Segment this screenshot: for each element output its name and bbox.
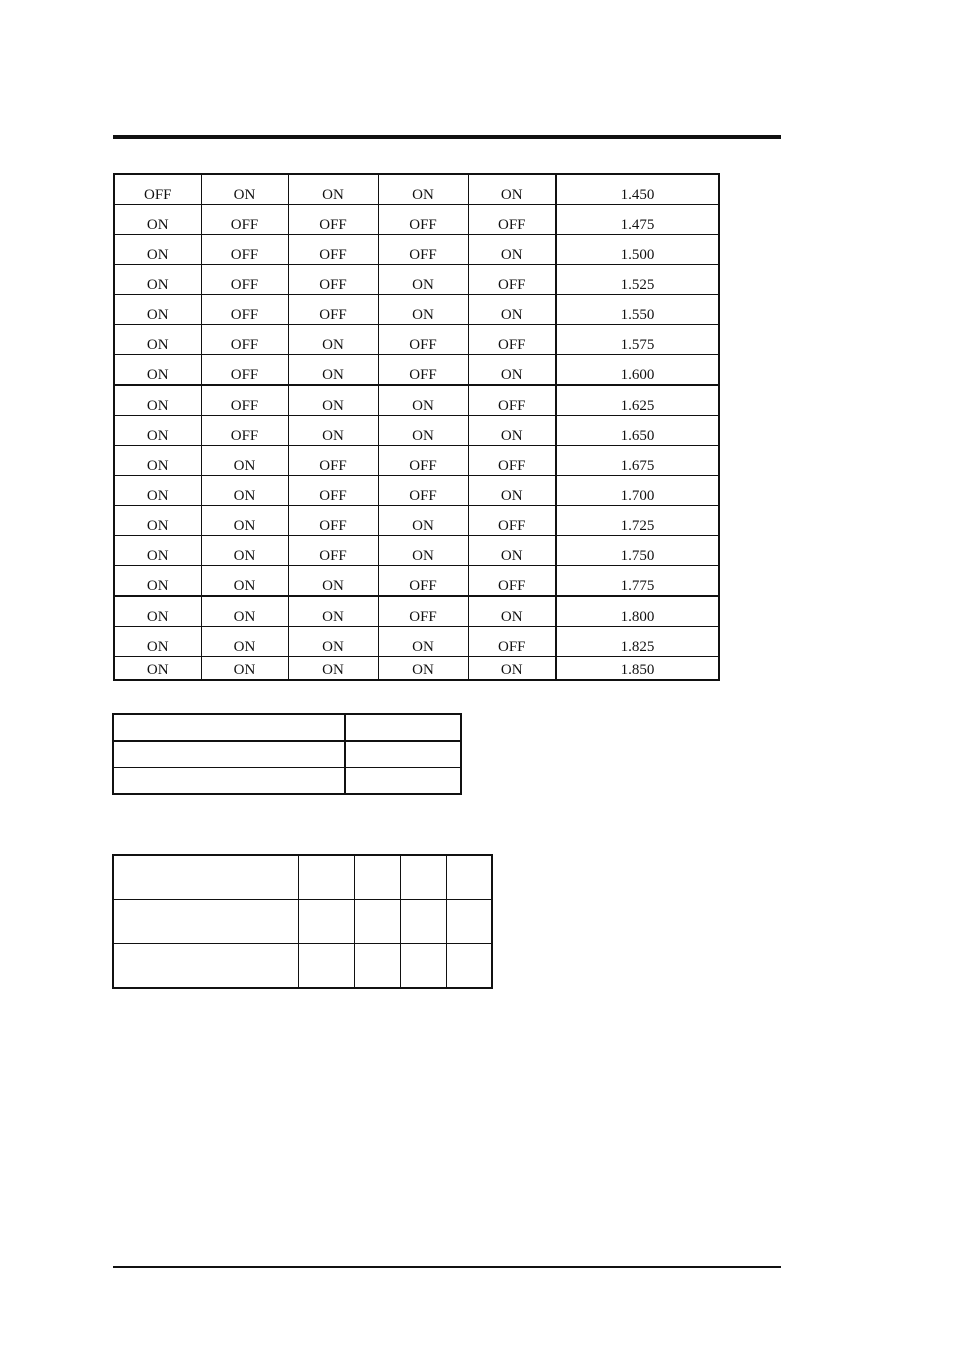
table-row: [114, 476, 719, 506]
switch-state-cell: ON: [468, 536, 556, 566]
voltage-value-cell: 1.650: [556, 416, 719, 446]
table-cell: [298, 900, 354, 944]
switch-state-cell: OFF: [378, 566, 468, 597]
table-cell: [354, 900, 400, 944]
switch-state-cell: OFF: [288, 446, 378, 476]
table-row: [114, 506, 719, 536]
voltage-value-cell: 1.850: [556, 657, 719, 681]
table-row: [114, 657, 719, 681]
table-row: [114, 385, 719, 416]
voltage-value-cell: 1.750: [556, 536, 719, 566]
switch-state-cell: ON: [378, 265, 468, 295]
table-row: [114, 446, 719, 476]
table-row: [114, 265, 719, 295]
switch-state-cell: OFF: [201, 205, 288, 235]
switch-state-cell: ON: [201, 596, 288, 627]
switch-state-cell: OFF: [378, 596, 468, 627]
table-row: [113, 768, 461, 795]
switch-state-cell: ON: [288, 385, 378, 416]
table-cell: [354, 944, 400, 989]
table-row: [113, 900, 492, 944]
table-row: [114, 295, 719, 325]
switch-state-cell: ON: [378, 506, 468, 536]
switch-state-cell: OFF: [288, 476, 378, 506]
switch-state-cell: ON: [114, 566, 201, 597]
switch-state-cell: ON: [201, 506, 288, 536]
switch-state-cell: ON: [201, 627, 288, 657]
switch-state-cell: OFF: [288, 536, 378, 566]
switch-state-cell: ON: [468, 416, 556, 446]
voltage-value-cell: 1.675: [556, 446, 719, 476]
switch-state-cell: ON: [114, 385, 201, 416]
switch-state-cell: ON: [114, 596, 201, 627]
table-cell: [354, 855, 400, 900]
switch-state-cell: OFF: [201, 235, 288, 265]
switch-state-cell: OFF: [378, 235, 468, 265]
table-cell: [400, 855, 446, 900]
switch-state-cell: OFF: [468, 627, 556, 657]
table-cell: [345, 768, 461, 795]
table-cell: [113, 855, 298, 900]
switch-state-cell: ON: [378, 416, 468, 446]
switch-state-cell: ON: [378, 627, 468, 657]
table-row: [114, 355, 719, 386]
switch-state-cell: OFF: [288, 205, 378, 235]
table-cell: [113, 900, 298, 944]
switch-state-cell: OFF: [468, 385, 556, 416]
footer-rule: [113, 1266, 781, 1268]
table-cell: [298, 944, 354, 989]
switch-state-cell: OFF: [201, 355, 288, 386]
switch-state-cell: OFF: [468, 446, 556, 476]
switch-state-cell: OFF: [378, 355, 468, 386]
switch-state-cell: OFF: [201, 416, 288, 446]
table-row: [113, 944, 492, 989]
voltage-value-cell: 1.550: [556, 295, 719, 325]
switch-state-cell: OFF: [288, 506, 378, 536]
table-row: [113, 714, 461, 741]
voltage-setting-table: [113, 173, 720, 681]
switch-state-cell: OFF: [378, 476, 468, 506]
switch-state-cell: OFF: [201, 265, 288, 295]
switch-state-cell: ON: [201, 174, 288, 205]
blank-table-three: [112, 854, 493, 989]
switch-state-cell: ON: [114, 536, 201, 566]
switch-state-cell: OFF: [378, 446, 468, 476]
switch-state-cell: ON: [201, 657, 288, 681]
table-row: [114, 627, 719, 657]
switch-state-cell: OFF: [201, 295, 288, 325]
voltage-value-cell: 1.575: [556, 325, 719, 355]
table-cell: [400, 900, 446, 944]
voltage-value-cell: 1.450: [556, 174, 719, 205]
switch-state-cell: ON: [468, 174, 556, 205]
table-row: [114, 596, 719, 627]
switch-state-cell: OFF: [288, 265, 378, 295]
switch-state-cell: ON: [201, 536, 288, 566]
switch-state-cell: OFF: [468, 506, 556, 536]
switch-state-cell: ON: [378, 657, 468, 681]
switch-state-cell: OFF: [468, 566, 556, 597]
switch-state-cell: OFF: [468, 265, 556, 295]
voltage-value-cell: 1.625: [556, 385, 719, 416]
switch-state-cell: ON: [378, 174, 468, 205]
voltage-value-cell: 1.775: [556, 566, 719, 597]
switch-state-cell: ON: [201, 566, 288, 597]
table-cell: [446, 855, 492, 900]
switch-state-cell: ON: [114, 205, 201, 235]
voltage-value-cell: 1.725: [556, 506, 719, 536]
switch-state-cell: ON: [288, 174, 378, 205]
switch-state-cell: ON: [468, 295, 556, 325]
switch-state-cell: OFF: [288, 235, 378, 265]
switch-state-cell: ON: [114, 235, 201, 265]
switch-state-cell: ON: [468, 596, 556, 627]
switch-state-cell: ON: [114, 627, 201, 657]
voltage-value-cell: 1.700: [556, 476, 719, 506]
switch-state-cell: ON: [288, 596, 378, 627]
switch-state-cell: OFF: [201, 325, 288, 355]
switch-state-cell: ON: [114, 416, 201, 446]
switch-state-cell: OFF: [201, 385, 288, 416]
table-row: [114, 566, 719, 597]
switch-state-cell: ON: [201, 446, 288, 476]
voltage-value-cell: 1.475: [556, 205, 719, 235]
table-cell: [113, 768, 345, 795]
switch-state-cell: ON: [114, 476, 201, 506]
switch-state-cell: ON: [468, 657, 556, 681]
switch-state-cell: ON: [114, 446, 201, 476]
table-cell: [345, 741, 461, 768]
switch-state-cell: ON: [468, 476, 556, 506]
switch-state-cell: ON: [378, 295, 468, 325]
switch-state-cell: OFF: [288, 295, 378, 325]
voltage-value-cell: 1.600: [556, 355, 719, 386]
switch-state-cell: ON: [114, 325, 201, 355]
switch-state-cell: ON: [468, 235, 556, 265]
switch-state-cell: ON: [288, 355, 378, 386]
table-row: [114, 416, 719, 446]
switch-state-cell: ON: [114, 355, 201, 386]
switch-state-cell: OFF: [114, 174, 201, 205]
voltage-value-cell: 1.500: [556, 235, 719, 265]
voltage-value-cell: 1.525: [556, 265, 719, 295]
table-cell: [113, 741, 345, 768]
table-cell: [400, 944, 446, 989]
header-rule: [113, 135, 781, 139]
switch-state-cell: ON: [378, 385, 468, 416]
switch-state-cell: OFF: [468, 205, 556, 235]
voltage-value-cell: 1.800: [556, 596, 719, 627]
table-row: [114, 325, 719, 355]
switch-state-cell: ON: [288, 566, 378, 597]
table-row: [113, 855, 492, 900]
switch-state-cell: ON: [114, 506, 201, 536]
switch-state-cell: ON: [114, 265, 201, 295]
switch-state-cell: ON: [201, 476, 288, 506]
switch-state-cell: ON: [114, 657, 201, 681]
switch-state-cell: ON: [288, 416, 378, 446]
table-row: [113, 741, 461, 768]
switch-state-cell: ON: [288, 627, 378, 657]
table-cell: [446, 944, 492, 989]
switch-state-cell: OFF: [468, 325, 556, 355]
table-row: [114, 174, 719, 205]
table-row: [114, 235, 719, 265]
switch-state-cell: ON: [114, 295, 201, 325]
table-row: [114, 205, 719, 235]
voltage-value-cell: 1.825: [556, 627, 719, 657]
switch-state-cell: OFF: [378, 205, 468, 235]
table-row: [114, 536, 719, 566]
table-cell: [298, 855, 354, 900]
table-cell: [446, 900, 492, 944]
table-cell: [113, 944, 298, 989]
switch-state-cell: ON: [288, 325, 378, 355]
switch-state-cell: OFF: [378, 325, 468, 355]
table-cell: [345, 714, 461, 741]
switch-state-cell: ON: [468, 355, 556, 386]
switch-state-cell: ON: [288, 657, 378, 681]
switch-state-cell: ON: [378, 536, 468, 566]
table-cell: [113, 714, 345, 741]
blank-table-two: [112, 713, 462, 795]
